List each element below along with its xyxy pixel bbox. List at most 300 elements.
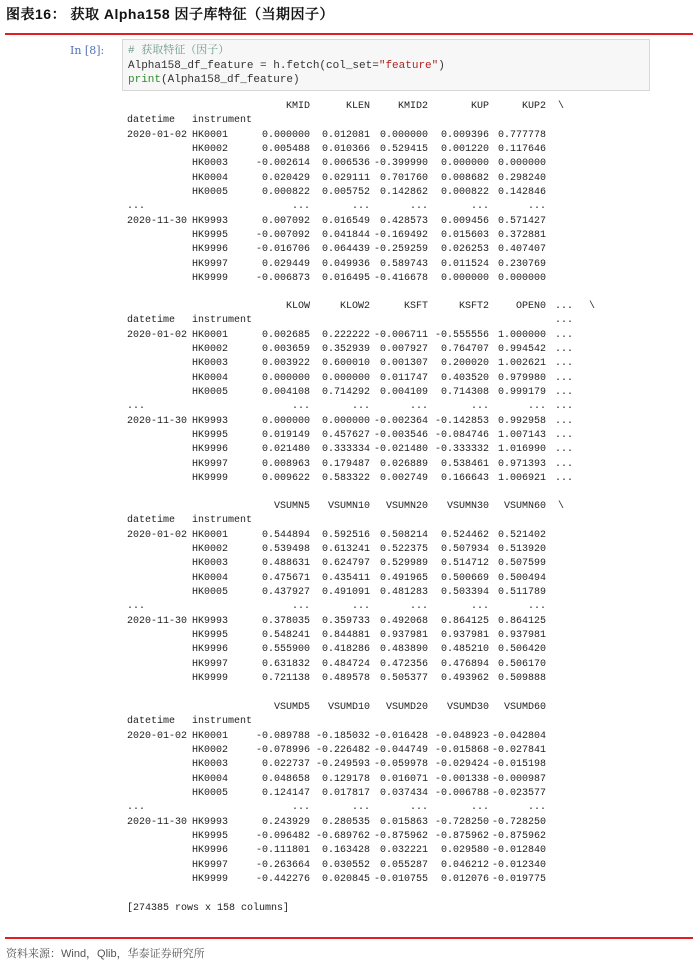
table-cell: 0.041844 [321, 230, 370, 242]
table-row [127, 844, 607, 858]
row-instrument: HK9996 [192, 444, 229, 456]
table-cell: 0.046212 [440, 859, 489, 871]
table-cell: 0.163428 [321, 845, 370, 857]
table-cell: 0.592516 [321, 529, 370, 541]
row-instrument: HK9997 [192, 658, 229, 670]
table-cell: 0.005752 [321, 187, 370, 199]
table-cell: -0.169492 [373, 230, 428, 242]
column-header-row [127, 701, 607, 715]
row-datetime: 2020-11-30 [127, 415, 188, 427]
table-cell: 0.029580 [440, 845, 489, 857]
table-cell: 0.298240 [497, 172, 546, 184]
table-cell: 0.064439 [321, 244, 370, 256]
table-cell: 0.142862 [379, 187, 428, 199]
table-cell: 0.017817 [321, 788, 370, 800]
table-cell: 0.506170 [497, 658, 546, 670]
table-cell: 0.012076 [440, 874, 489, 886]
table-cell: 0.000000 [440, 273, 489, 285]
column-header: KSFT [403, 301, 428, 312]
table-cell: 1.016990 [497, 444, 546, 456]
table-cell: -0.015198 [491, 759, 546, 771]
column-header-row [127, 500, 607, 514]
table-cell: 0.166643 [440, 473, 489, 485]
table-row [127, 629, 607, 643]
table-row [127, 229, 607, 243]
table-cell: 0.777778 [497, 129, 546, 141]
table-cell: 1.002621 [497, 358, 546, 370]
table-cell: 0.589743 [379, 258, 428, 270]
table-cell: -0.010755 [373, 874, 428, 886]
table-cell: -0.001338 [434, 773, 489, 785]
table-cell: -0.006873 [255, 273, 310, 285]
code-keyword-print: print [128, 74, 162, 86]
table-cell: 0.011747 [379, 372, 428, 384]
table-cell: 0.179487 [321, 458, 370, 470]
table-cell: 0.511789 [497, 587, 546, 599]
table-cell: ... [291, 201, 310, 213]
row-instrument: HK9999 [192, 673, 229, 685]
line-continuation: \ [558, 501, 565, 512]
table-cell: 0.937981 [497, 630, 546, 642]
table-cell: 0.548241 [261, 630, 310, 642]
table-cell: -0.012340 [491, 859, 546, 871]
table-cell: ... [351, 601, 370, 613]
table-cell: ... [409, 201, 428, 213]
table-cell: 0.844881 [321, 630, 370, 642]
table-cell: 0.492068 [379, 615, 428, 627]
table-row [127, 258, 607, 272]
column-header: VSUMN5 [273, 501, 310, 512]
table-cell: 0.019149 [261, 430, 310, 442]
table-cell: 0.002685 [261, 329, 310, 341]
row-instrument: HK0004 [192, 773, 229, 785]
column-header-row [127, 300, 607, 314]
table-row [127, 129, 607, 143]
title-divider [5, 33, 693, 35]
table-cell: 0.488631 [261, 558, 310, 570]
table-row [127, 758, 607, 772]
table-cell: -0.142853 [434, 415, 489, 427]
row-instrument: HK9993 [192, 415, 229, 427]
column-ellipsis: ... [555, 315, 574, 327]
ellipsis-row [127, 600, 607, 614]
line-continuation: \ [558, 101, 565, 112]
table-cell: 0.004109 [379, 387, 428, 399]
table-row [127, 272, 607, 286]
table-cell: 0.008682 [440, 172, 489, 184]
table-cell: 0.522375 [379, 544, 428, 556]
table-cell: 0.000000 [321, 415, 370, 427]
cell-ellipsis: ... [555, 329, 574, 341]
table-cell: 0.352939 [321, 344, 370, 356]
table-cell: 0.001307 [379, 358, 428, 370]
table-cell: 0.000822 [261, 187, 310, 199]
table-cell: 0.999179 [497, 387, 546, 399]
row-instrument: HK0001 [192, 730, 229, 742]
column-header: VSUMN10 [327, 501, 370, 512]
table-cell: 0.514712 [440, 558, 489, 570]
table-row [127, 586, 607, 600]
row-instrument: HK9995 [192, 630, 229, 642]
column-header: VSUMN60 [503, 501, 546, 512]
column-header: VSUMN30 [446, 501, 489, 512]
table-cell: 0.020429 [261, 172, 310, 184]
table-row [127, 429, 607, 443]
dataframe-block [127, 500, 607, 686]
table-cell: 0.475671 [261, 572, 310, 584]
column-header: KLEN [345, 101, 370, 112]
index-name-datetime: datetime [127, 515, 176, 527]
table-cell: 0.016549 [321, 215, 370, 227]
table-cell: 0.009456 [440, 215, 489, 227]
table-cell: -0.416678 [373, 273, 428, 285]
table-cell: -0.263664 [255, 859, 310, 871]
row-instrument: HK9996 [192, 644, 229, 656]
table-cell: 0.701760 [379, 172, 428, 184]
table-cell: 0.524462 [440, 529, 489, 541]
row-datetime: ... [127, 802, 146, 814]
table-cell: -0.029424 [434, 759, 489, 771]
table-cell: 0.457627 [321, 430, 370, 442]
table-cell: -0.399990 [373, 158, 428, 170]
row-instrument: HK9996 [192, 244, 229, 256]
table-cell: ... [527, 802, 546, 814]
table-cell: 0.937981 [440, 630, 489, 642]
ellipsis-row [127, 200, 607, 214]
table-cell: 0.472356 [379, 658, 428, 670]
table-cell: 0.971393 [497, 458, 546, 470]
table-cell: ... [527, 201, 546, 213]
table-cell: 0.493962 [440, 673, 489, 685]
table-cell: 0.994542 [497, 344, 546, 356]
table-cell: 0.483890 [379, 644, 428, 656]
table-cell: ... [527, 401, 546, 413]
table-cell: -0.689762 [315, 831, 370, 843]
code-cell[interactable] [122, 39, 650, 91]
cell-ellipsis: ... [555, 444, 574, 456]
row-instrument: HK0002 [192, 344, 229, 356]
column-header: KLOW2 [339, 301, 370, 312]
cell-ellipsis: ... [555, 458, 574, 470]
table-row [127, 157, 607, 171]
row-instrument: HK0005 [192, 587, 229, 599]
table-cell: 0.015863 [379, 816, 428, 828]
table-cell: -0.084746 [434, 430, 489, 442]
table-cell: 0.026889 [379, 458, 428, 470]
index-name-instrument: instrument [192, 515, 253, 527]
index-name-datetime: datetime [127, 315, 176, 327]
table-row [127, 859, 607, 873]
table-cell: 0.020845 [321, 874, 370, 886]
table-cell: 0.117646 [497, 144, 546, 156]
index-names-row [127, 114, 607, 128]
table-cell: 0.015603 [440, 230, 489, 242]
table-cell: ... [470, 802, 489, 814]
row-instrument: HK9996 [192, 845, 229, 857]
table-cell: 0.378035 [261, 615, 310, 627]
cell-ellipsis: ... [555, 473, 574, 485]
column-header: KMID [285, 101, 310, 112]
table-cell: 0.049936 [321, 258, 370, 270]
table-cell: ... [470, 201, 489, 213]
table-row [127, 730, 607, 744]
table-cell: 0.571427 [497, 215, 546, 227]
table-row [127, 243, 607, 257]
index-names-row [127, 715, 607, 729]
table-cell: 0.007092 [261, 215, 310, 227]
table-cell: 0.435411 [321, 572, 370, 584]
line-continuation: \ [589, 301, 596, 312]
table-cell: 0.012081 [321, 129, 370, 141]
table-cell: 0.016071 [379, 773, 428, 785]
code-line-2: Alpha158_df_feature = h.fetch(col_set= [128, 59, 379, 72]
index-name-datetime: datetime [127, 716, 176, 728]
table-cell: -0.249593 [315, 759, 370, 771]
row-instrument: HK0001 [192, 529, 229, 541]
table-row [127, 873, 607, 887]
table-row [127, 572, 607, 586]
table-cell: ... [351, 802, 370, 814]
table-cell: 0.008963 [261, 458, 310, 470]
table-cell: 0.007927 [379, 344, 428, 356]
table-cell: -0.042804 [491, 730, 546, 742]
table-cell: ... [291, 802, 310, 814]
table-cell: 0.029111 [321, 172, 370, 184]
table-row [127, 787, 607, 801]
table-cell: ... [291, 601, 310, 613]
table-cell: 0.538461 [440, 458, 489, 470]
table-cell: 0.506420 [497, 644, 546, 656]
table-cell: 0.428573 [379, 215, 428, 227]
table-cell: -0.023577 [491, 788, 546, 800]
table-cell: 0.539498 [261, 544, 310, 556]
row-datetime: 2020-01-02 [127, 529, 188, 541]
table-cell: 0.529989 [379, 558, 428, 570]
table-cell: 0.864125 [497, 615, 546, 627]
table-cell: 0.437927 [261, 587, 310, 599]
table-cell: -0.875962 [373, 831, 428, 843]
row-instrument: HK0001 [192, 129, 229, 141]
table-row [127, 830, 607, 844]
table-cell: -0.059978 [373, 759, 428, 771]
table-cell: 0.243929 [261, 816, 310, 828]
table-cell: 0.507599 [497, 558, 546, 570]
dataframe-block [127, 100, 607, 286]
table-cell: 0.230769 [497, 258, 546, 270]
table-row [127, 186, 607, 200]
table-cell: -0.016706 [255, 244, 310, 256]
row-instrument: HK9997 [192, 258, 229, 270]
table-cell: 0.222222 [321, 329, 370, 341]
cell-ellipsis: ... [555, 344, 574, 356]
column-header: VSUMN20 [385, 501, 428, 512]
table-cell: 0.937981 [379, 630, 428, 642]
table-cell: 0.021480 [261, 444, 310, 456]
table-cell: 0.714292 [321, 387, 370, 399]
code-string: "feature" [378, 59, 439, 72]
table-row [127, 372, 607, 386]
table-cell: 0.006536 [321, 158, 370, 170]
table-cell: -0.006711 [373, 329, 428, 341]
table-cell: -0.728250 [491, 816, 546, 828]
table-cell: 0.001220 [440, 144, 489, 156]
table-cell: 0.003659 [261, 344, 310, 356]
table-cell: 0.407407 [497, 244, 546, 256]
figure-title: 图表16： 获取 Alpha158 因子库特征（当期因子） [6, 6, 334, 22]
table-cell: 0.000000 [497, 273, 546, 285]
row-datetime: 2020-11-30 [127, 816, 188, 828]
dataframe-block [127, 300, 607, 486]
row-datetime: 2020-01-02 [127, 129, 188, 141]
cell-ellipsis: ... [555, 430, 574, 442]
row-instrument: HK9993 [192, 215, 229, 227]
row-datetime: 2020-01-02 [127, 329, 188, 341]
row-datetime: 2020-11-30 [127, 615, 188, 627]
table-cell: 1.007143 [497, 430, 546, 442]
column-header: OPEN0 [515, 301, 546, 312]
table-cell: 0.509888 [497, 673, 546, 685]
table-cell: 0.992958 [497, 415, 546, 427]
cell-ellipsis: ... [555, 358, 574, 370]
table-cell: ... [351, 201, 370, 213]
table-cell: 0.026253 [440, 244, 489, 256]
table-cell: -0.019775 [491, 874, 546, 886]
table-cell: ... [291, 401, 310, 413]
index-names-row [127, 514, 607, 528]
table-cell: ... [351, 401, 370, 413]
table-cell: 0.521402 [497, 529, 546, 541]
table-cell: -0.555556 [434, 329, 489, 341]
table-row [127, 529, 607, 543]
row-instrument: HK0003 [192, 558, 229, 570]
column-header: VSUMD10 [327, 702, 370, 713]
table-cell: 0.513920 [497, 544, 546, 556]
table-cell: 0.048658 [261, 773, 310, 785]
table-cell: 0.029449 [261, 258, 310, 270]
table-row [127, 816, 607, 830]
row-datetime: ... [127, 401, 146, 413]
table-cell: ... [409, 401, 428, 413]
table-cell: -0.875962 [491, 831, 546, 843]
table-row [127, 557, 607, 571]
table-row [127, 172, 607, 186]
table-row [127, 672, 607, 686]
table-cell: 0.491965 [379, 572, 428, 584]
table-cell: 0.142846 [497, 187, 546, 199]
row-instrument: HK0003 [192, 759, 229, 771]
table-cell: 0.000000 [440, 158, 489, 170]
column-header: VSUMD60 [503, 702, 546, 713]
table-cell: 0.600010 [321, 358, 370, 370]
column-header: KSFT2 [458, 301, 489, 312]
index-names-row [127, 314, 607, 328]
table-cell: 0.009396 [440, 129, 489, 141]
table-cell: -0.003546 [373, 430, 428, 442]
row-datetime: ... [127, 601, 146, 613]
row-instrument: HK0005 [192, 387, 229, 399]
ellipsis-row [127, 801, 607, 815]
table-cell: ... [409, 601, 428, 613]
table-cell: 0.000000 [321, 372, 370, 384]
table-cell: 0.507934 [440, 544, 489, 556]
table-cell: 0.864125 [440, 615, 489, 627]
column-header: KUP [470, 101, 489, 112]
table-cell: 0.030552 [321, 859, 370, 871]
ellipsis-row [127, 400, 607, 414]
row-instrument: HK0002 [192, 544, 229, 556]
table-cell: -0.006788 [434, 788, 489, 800]
table-cell: -0.728250 [434, 816, 489, 828]
column-ellipsis: ... [555, 301, 574, 312]
table-cell: 0.764707 [440, 344, 489, 356]
table-cell: 0.005488 [261, 144, 310, 156]
table-cell: 0.000000 [261, 129, 310, 141]
table-cell: -0.002614 [255, 158, 310, 170]
table-cell: -0.012840 [491, 845, 546, 857]
row-instrument: HK0003 [192, 358, 229, 370]
table-cell: 0.000000 [379, 129, 428, 141]
table-row [127, 615, 607, 629]
shape-summary: [274385 rows x 158 columns] [127, 903, 290, 914]
table-cell: -0.111801 [255, 845, 310, 857]
cell-prompt: In [8]: [70, 44, 105, 57]
table-cell: -0.333332 [434, 444, 489, 456]
table-cell: 0.000000 [261, 415, 310, 427]
row-datetime: 2020-01-02 [127, 730, 188, 742]
cell-ellipsis: ... [555, 372, 574, 384]
table-cell: 0.333334 [321, 444, 370, 456]
row-instrument: HK0004 [192, 172, 229, 184]
table-cell: 0.484724 [321, 658, 370, 670]
table-cell: -0.185032 [315, 730, 370, 742]
source-note: 资料来源：Wind，Qlib，华泰证券研究所 [6, 948, 205, 960]
table-cell: -0.226482 [315, 745, 370, 757]
table-cell: -0.048923 [434, 730, 489, 742]
table-cell: 0.714308 [440, 387, 489, 399]
row-datetime: 2020-11-30 [127, 215, 188, 227]
row-instrument: HK9993 [192, 816, 229, 828]
column-header: KLOW [285, 301, 310, 312]
table-row [127, 658, 607, 672]
table-cell: 0.016495 [321, 273, 370, 285]
table-cell: 0.979980 [497, 372, 546, 384]
cell-ellipsis: ... [555, 387, 574, 399]
table-cell: 0.505377 [379, 673, 428, 685]
table-row [127, 143, 607, 157]
table-cell: 0.476894 [440, 658, 489, 670]
code-line-3: (Alpha158_df_feature) [161, 74, 300, 86]
row-instrument: HK9997 [192, 859, 229, 871]
table-cell: 0.359733 [321, 615, 370, 627]
table-cell: 0.624797 [321, 558, 370, 570]
table-cell: 0.003922 [261, 358, 310, 370]
row-instrument: HK9993 [192, 615, 229, 627]
code-comment: # 获取特征（因子） [128, 45, 230, 57]
table-row [127, 773, 607, 787]
table-cell: 0.491091 [321, 587, 370, 599]
table-row [127, 472, 607, 486]
row-instrument: HK0005 [192, 788, 229, 800]
table-cell: 0.010366 [321, 144, 370, 156]
row-instrument: HK9999 [192, 473, 229, 485]
table-cell: 0.500669 [440, 572, 489, 584]
table-row [127, 643, 607, 657]
column-header: VSUMD30 [446, 702, 489, 713]
table-cell: 0.529415 [379, 144, 428, 156]
table-cell: 0.508214 [379, 529, 428, 541]
dataframe-block [127, 701, 607, 887]
row-instrument: HK0004 [192, 372, 229, 384]
